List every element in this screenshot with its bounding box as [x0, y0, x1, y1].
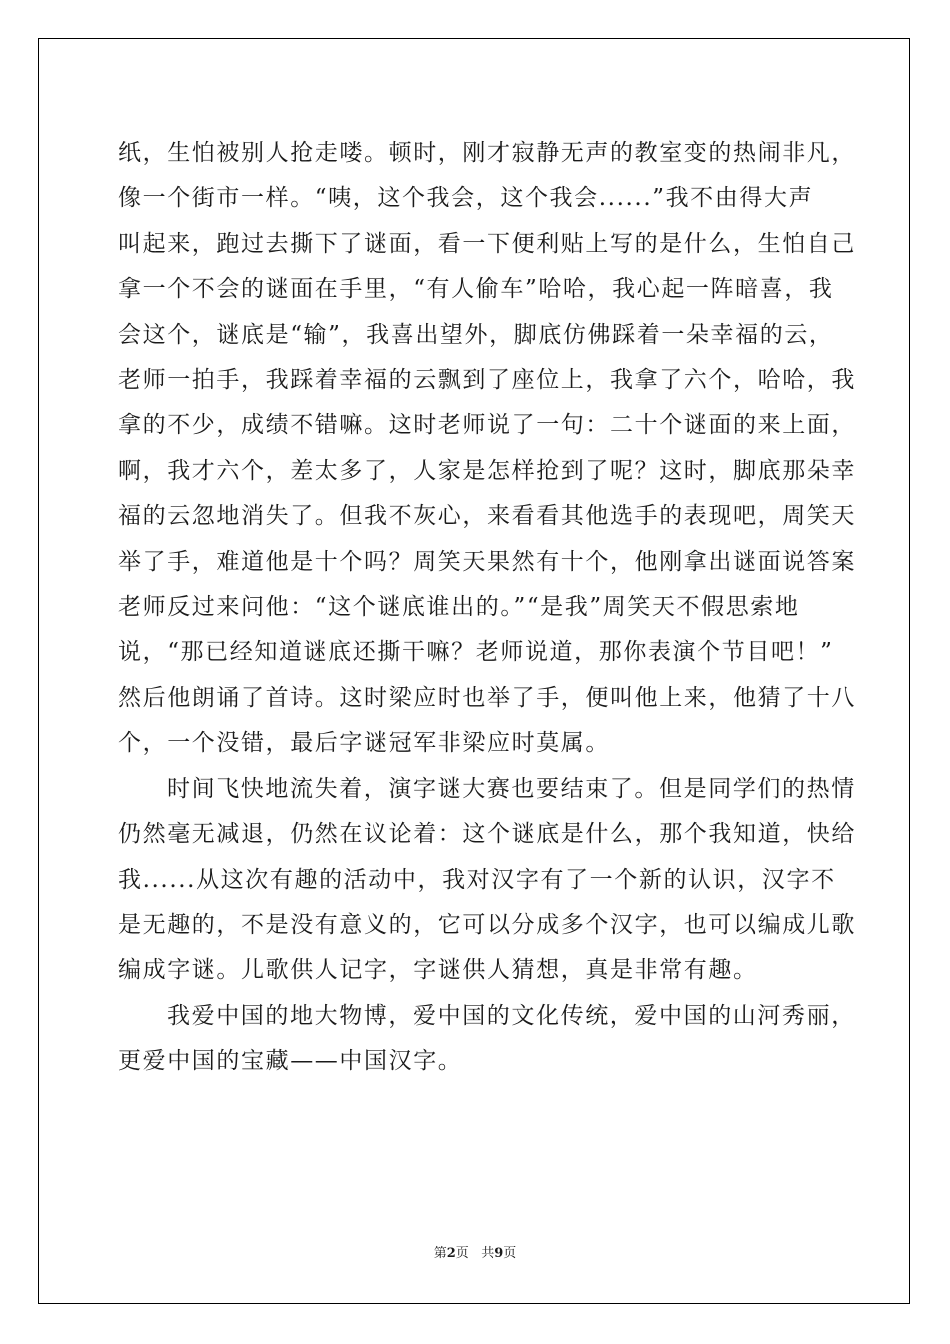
text-line: 叫起来，跑过去撕下了谜面，看一下便利贴上写的是什么，生怕自己: [118, 230, 856, 257]
text-line: 福的云忽地消失了。但我不灰心，来看看其他选手的表现吧，周笑天: [118, 503, 856, 530]
text-line: 是无趣的，不是没有意义的，它可以分成多个汉字，也可以编成儿歌: [118, 911, 856, 938]
text-line: 仍然毫无减退，仍然在议论着：这个谜底是什么，那个我知道，快给: [118, 821, 856, 848]
page-number: [434, 1246, 469, 1261]
current-page: 2: [446, 1246, 456, 1261]
text-line: 个，一个没错，最后字谜冠军非梁应时莫属。: [118, 730, 610, 757]
text-line: 拿的不少，成绩不错嘛。这时老师说了一句：二十个谜面的来上面，: [118, 412, 856, 439]
page-prefix: 第: [433, 1246, 447, 1261]
paragraph-2: [118, 767, 856, 994]
text-line: 时间飞快地流失着，演字谜大赛也要结束了。但是同学们的热情: [167, 775, 856, 802]
text-line: 然后他朗诵了首诗。这时梁应时也举了手，便叫他上来，他猜了十八: [118, 684, 856, 711]
text-line: 老师一拍手，我踩着幸福的云飘到了座位上，我拿了六个，哈哈，我: [118, 367, 856, 394]
paragraph-1: [118, 131, 856, 767]
page-footer: [0, 1242, 950, 1261]
total-suffix: 页: [503, 1246, 517, 1261]
text-line: 编成字谜。儿歌供人记字，字谜供人猜想，真是非常有趣。: [118, 957, 758, 984]
text-line: 会这个，谜底是“输”，我喜出望外，脚底仿佛踩着一朵幸福的云，: [118, 321, 834, 348]
text-line: 更爱中国的宝藏——中国汉字。: [118, 1048, 463, 1075]
text-line: 像一个街市一样。“咦，这个我会，这个我会......”我不由得大声: [118, 185, 814, 212]
text-line: 我......从这次有趣的活动中，我对汉字有了一个新的认识，汉字不: [118, 866, 836, 893]
text-line: 我爱中国的地大物博，爱中国的文化传统，爱中国的山河秀丽，: [167, 1002, 856, 1029]
text-line: 举了手，难道他是十个吗？周笑天果然有十个，他刚拿出谜面说答案: [118, 548, 856, 575]
text-line: 拿一个不会的谜面在手里，“有人偷车”哈哈，我心起一阵暗喜，我: [118, 276, 834, 303]
text-line: 啊，我才六个，差太多了，人家是怎样抢到了呢？这时，脚底那朵幸: [118, 457, 856, 484]
text-line: 说，“那已经知道谜底还撕干嘛？老师说道，那你表演个节目吧！”: [118, 639, 834, 666]
page-total: [481, 1246, 516, 1261]
page-suffix: 页: [455, 1246, 469, 1261]
total-pages: 9: [494, 1246, 504, 1261]
total-prefix: 共: [481, 1246, 495, 1261]
document-body: [118, 131, 856, 1085]
paragraph-3: [118, 994, 856, 1085]
text-line: 老师反过来问他：“这个谜底谁出的。”“是我”周笑天不假思索地: [118, 594, 800, 621]
text-line: 纸，生怕被别人抢走喽。顿时，刚才寂静无声的教室变的热闹非凡，: [118, 140, 856, 166]
